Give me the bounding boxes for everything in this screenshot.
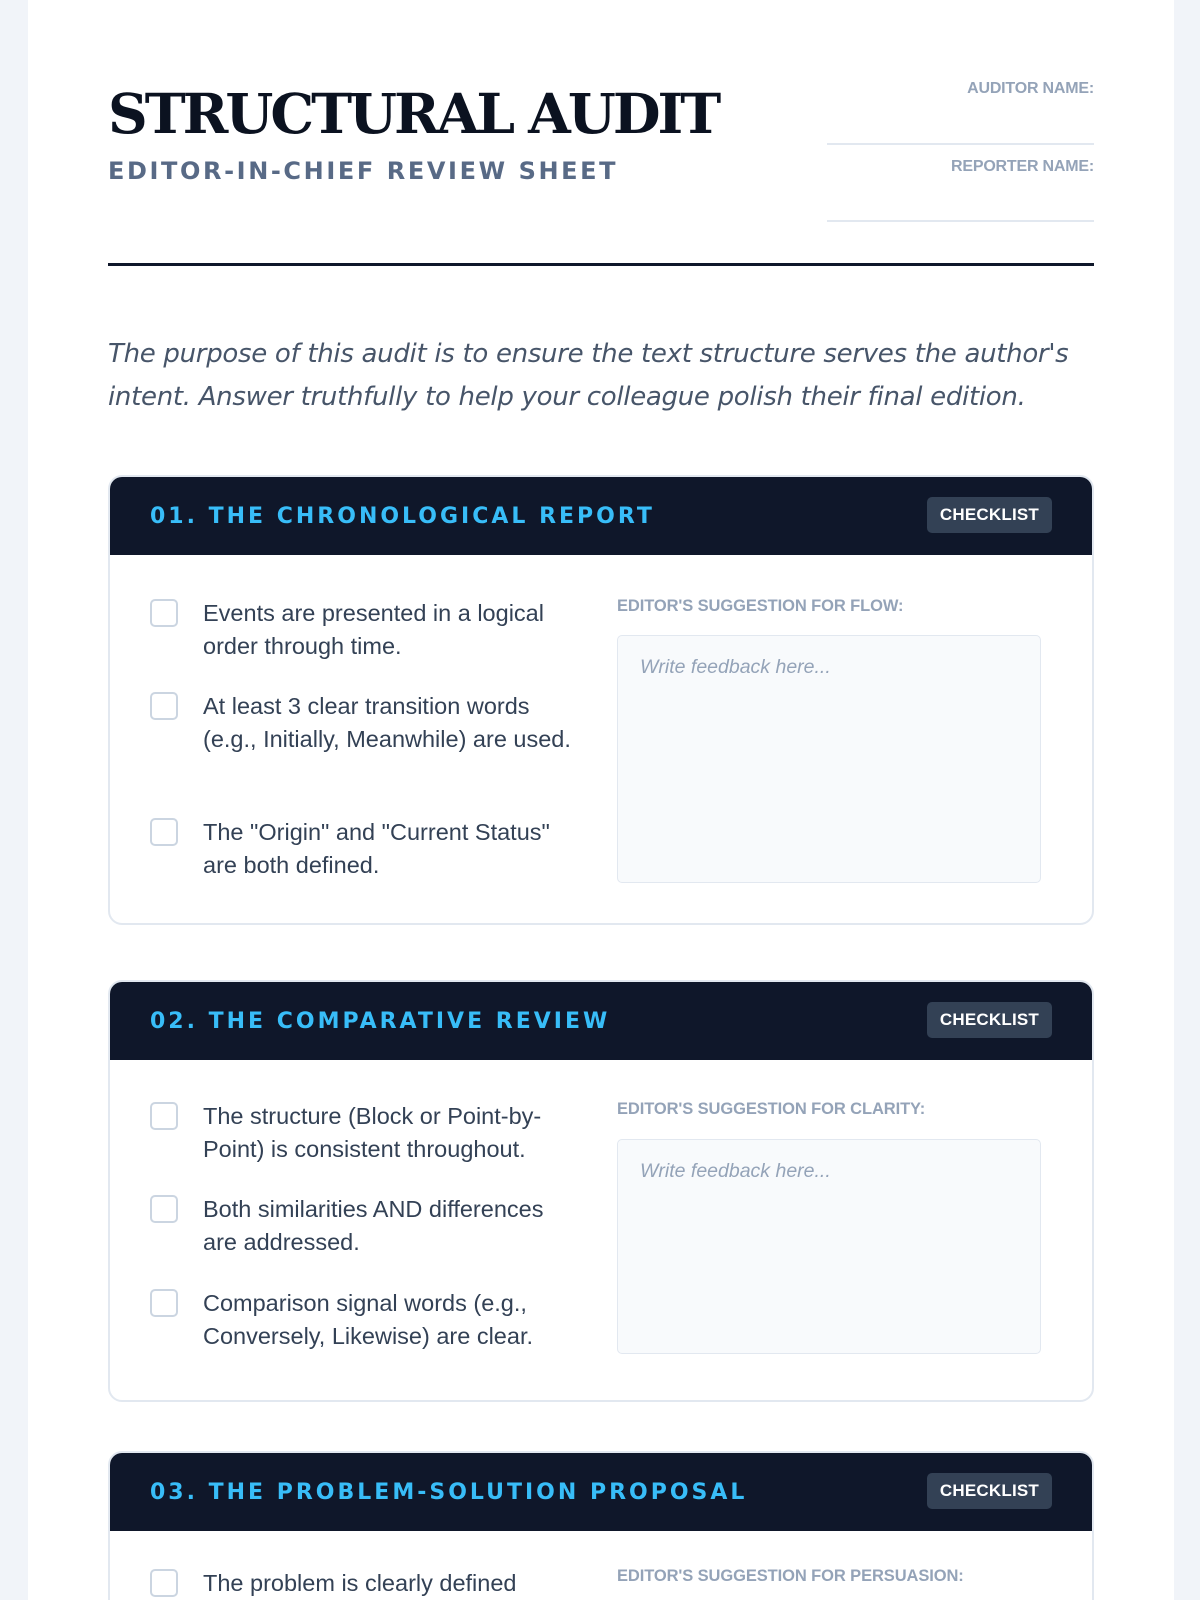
checklist-item-text: The problem is clearly defined [203, 1570, 517, 1596]
checklist-item-text: Comparison signal words (e.g., Conversely, Likewise) are clear. [203, 1290, 533, 1349]
auditor-name-field[interactable] [827, 80, 1094, 98]
reporter-name-label: REPORTER NAME: [951, 158, 1094, 175]
section-header [110, 1453, 1092, 1531]
checklist-item-text: Both similarities AND differences are addressed. [203, 1196, 544, 1255]
checkbox[interactable] [150, 599, 178, 627]
reporter-name-line[interactable] [827, 220, 1094, 222]
checklist-item-text: The "Origin" and "Current Status" are both defined. [203, 819, 550, 878]
feedback-label: EDITOR'S SUGGESTION FOR CLARITY: [617, 1100, 926, 1118]
section-chronological-report [108, 475, 1094, 925]
auditor-name-label: AUDITOR NAME: [967, 80, 1094, 97]
checkbox[interactable] [150, 692, 178, 720]
checklist-item-text: Events are presented in a logical order through time. [203, 600, 544, 659]
checkbox[interactable] [150, 1289, 178, 1317]
checkbox[interactable] [150, 1569, 178, 1597]
feedback-label: EDITOR'S SUGGESTION FOR PERSUASION: [617, 1567, 964, 1585]
section-title: 02. THE COMPARATIVE REVIEW [150, 1009, 611, 1034]
checklist-badge: CHECKLIST [927, 497, 1052, 533]
checklist-badge: CHECKLIST [927, 1473, 1052, 1509]
section-problem-solution-proposal [108, 1451, 1094, 1600]
checklist-badge: CHECKLIST [927, 1002, 1052, 1038]
checkbox[interactable] [150, 1195, 178, 1223]
feedback-label: EDITOR'S SUGGESTION FOR FLOW: [617, 597, 904, 615]
checkbox[interactable] [150, 1102, 178, 1130]
feedback-textarea[interactable] [617, 1139, 1041, 1354]
section-header [110, 982, 1092, 1060]
checkbox[interactable] [150, 818, 178, 846]
section-comparative-review [108, 980, 1094, 1402]
header-divider [108, 263, 1094, 266]
section-title: 01. THE CHRONOLOGICAL REPORT [150, 504, 655, 529]
review-sheet [28, 0, 1174, 1600]
section-title: 03. THE PROBLEM-SOLUTION PROPOSAL [150, 1480, 748, 1505]
checklist-item-text: The structure (Block or Point-by-Point) is consistent throughout. [203, 1103, 542, 1162]
intro-text: The purpose of this audit is to ensure the text structure serves the author's intent. Answer truthfully to help your colleague polish their final edition. [108, 339, 1069, 412]
section-header [110, 477, 1092, 555]
page-title: STRUCTURAL AUDIT [108, 81, 719, 146]
auditor-name-line[interactable] [827, 143, 1094, 145]
feedback-textarea[interactable] [617, 635, 1041, 883]
reporter-name-field[interactable] [827, 158, 1094, 176]
checklist-item-text: At least 3 clear transition words (e.g., Initially, Meanwhile) are used. [203, 693, 571, 752]
page-subtitle: EDITOR-IN-CHIEF REVIEW SHEET [108, 157, 619, 185]
